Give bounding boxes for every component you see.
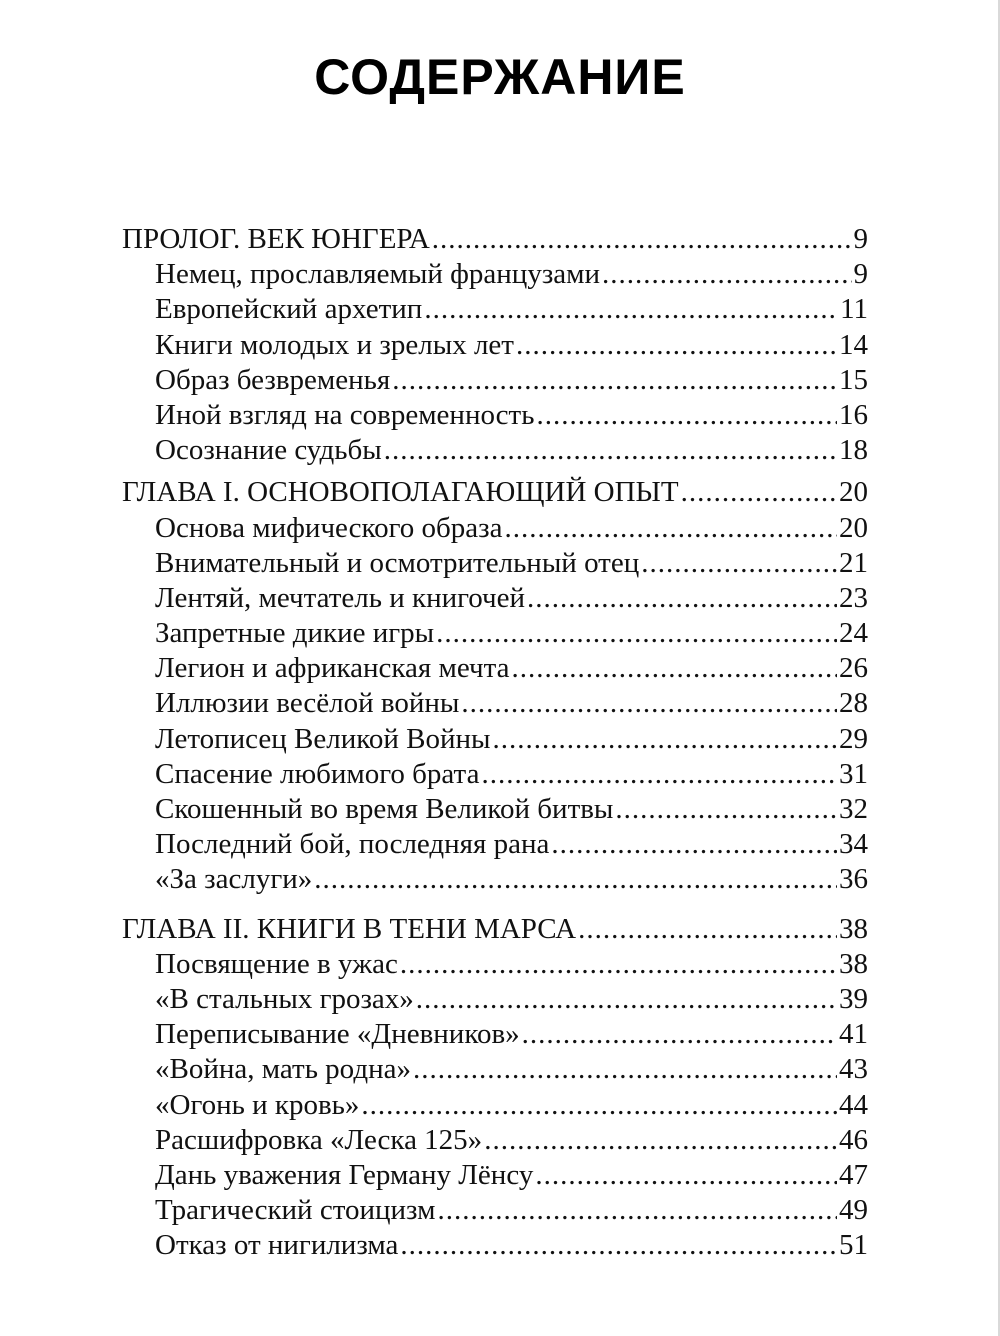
toc-entry-title: Иллюзии весёлой войны [155, 687, 460, 720]
toc-entry [122, 1193, 868, 1228]
toc-page-number: 38 [839, 912, 868, 945]
toc-page-number: 44 [839, 1088, 868, 1121]
toc-entry-title: Трагический стоицизм [155, 1194, 436, 1227]
toc-entry [122, 686, 868, 721]
toc-entry [122, 328, 868, 363]
toc-leader-dots [392, 363, 837, 398]
toc-entry [122, 947, 868, 982]
toc-page-number: 31 [839, 757, 868, 790]
toc-page-number: 49 [839, 1194, 868, 1227]
toc-page-number: 15 [839, 363, 868, 396]
toc-entry [122, 792, 868, 827]
toc-entry [122, 757, 868, 792]
toc-entry [122, 1228, 868, 1263]
page-title: СОДЕРЖАНИЕ [314, 49, 686, 105]
toc-entry-title: Переписывание «Дневников» [155, 1018, 520, 1051]
toc-page-number: 24 [839, 617, 868, 650]
toc-page-number: 36 [839, 863, 868, 896]
toc-entry-title: Книги молодых и зрелых лет [155, 328, 514, 361]
toc-entry [122, 1017, 868, 1052]
toc-entry-title: Скошенный во время Великой битвы [155, 793, 614, 825]
toc-entry-title: Летописец Великой Войны [155, 722, 491, 755]
toc-entry-title: Основа мифического образа [155, 511, 503, 544]
toc-leader-dots [641, 546, 837, 581]
toc-page-number: 20 [839, 476, 868, 509]
toc-entry-title: Посвящение в ужас [155, 947, 398, 980]
toc-page-number: 32 [839, 793, 868, 825]
toc-page-number: 9 [853, 258, 868, 291]
toc-entry [122, 257, 868, 292]
toc-entry [122, 1123, 868, 1158]
toc-entry-title: Немец, прославляемый французами [155, 258, 601, 291]
toc-leader-dots [578, 912, 837, 947]
toc-entry-title: «Огонь и кровь» [155, 1088, 360, 1121]
toc-page-number: 16 [839, 398, 868, 431]
toc-leader-dots [432, 222, 852, 257]
toc-entry [122, 1052, 868, 1087]
section-spacer [122, 898, 868, 912]
toc-entry-title: Образ безвременья [155, 363, 391, 396]
toc-leader-dots [413, 1052, 837, 1087]
toc-page-number: 34 [839, 828, 868, 861]
toc-page-number: 11 [840, 293, 868, 326]
toc-entry-title: Иной взгляд на современность [155, 398, 535, 431]
toc-leader-dots [535, 1158, 837, 1193]
toc-entry-title: Спасение любимого брата [155, 757, 480, 790]
toc-entry-title: Запретные дикие игры [155, 617, 435, 650]
toc-leader-dots [400, 1228, 837, 1263]
toc-chapter-2 [122, 912, 868, 947]
toc-entry-title: Осознание судьбы [155, 434, 382, 467]
toc-leader-dots [505, 511, 838, 546]
toc-page-number: 21 [839, 546, 868, 579]
toc-page-number: 47 [839, 1158, 868, 1191]
toc-chapter-title: ГЛАВА I. ОСНОВОПОЛАГАЮЩИЙ ОПЫТ [122, 476, 679, 509]
toc-leader-dots [516, 328, 837, 363]
toc-leader-dots [424, 292, 838, 327]
toc-page-number: 9 [853, 223, 868, 255]
toc-page-number: 41 [839, 1018, 868, 1051]
toc-leader-dots [481, 757, 837, 792]
toc-page-number: 38 [839, 947, 868, 980]
toc-entry [122, 546, 868, 581]
toc-leader-dots [551, 827, 837, 862]
toc-chapter-1 [122, 475, 868, 510]
toc-entry-title: «Война, мать родна» [155, 1053, 411, 1086]
toc-entry [122, 1088, 868, 1123]
toc-page-number: 23 [839, 581, 868, 614]
toc-page-number: 29 [839, 722, 868, 755]
toc-leader-dots [484, 1123, 837, 1158]
toc-leader-dots [536, 398, 837, 433]
toc-entry [122, 862, 868, 897]
toc-leader-dots [400, 947, 837, 982]
toc-chapter-title: ПРОЛОГ. ВЕК ЮНГЕРА [122, 223, 430, 255]
toc-entry-title: Европейский архетип [155, 293, 423, 326]
toc-leader-dots [527, 581, 837, 616]
toc-page-number: 46 [839, 1123, 868, 1156]
toc-leader-dots [602, 257, 851, 292]
toc-leader-dots [437, 1193, 837, 1228]
toc-entry [122, 581, 868, 616]
toc-entry [122, 722, 868, 757]
toc-page-number: 39 [839, 982, 868, 1015]
toc-entry-title: Легион и африканская мечта [155, 652, 510, 685]
toc-entry [122, 651, 868, 686]
toc-entry-title: Дань уважения Герману Лёнсу [155, 1158, 534, 1191]
toc-leader-dots [681, 475, 837, 510]
toc-page-number: 20 [839, 511, 868, 544]
toc-entry [122, 616, 868, 651]
section-spacer [122, 468, 868, 475]
toc-page-number: 28 [839, 687, 868, 720]
toc-entry [122, 827, 868, 862]
toc-leader-dots [461, 686, 837, 721]
table-of-contents [122, 222, 868, 1263]
toc-leader-dots [436, 616, 837, 651]
toc-entry-title: «За заслуги» [155, 863, 313, 896]
toc-leader-dots [522, 1017, 837, 1052]
toc-entry [122, 363, 868, 398]
toc-entry-title: Последний бой, последняя рана [155, 828, 550, 861]
toc-page-number: 51 [839, 1229, 868, 1262]
toc-entry [122, 1158, 868, 1193]
toc-leader-dots [416, 982, 837, 1017]
toc-entry-title: «В стальных грозах» [155, 982, 414, 1015]
toc-page-number: 18 [839, 434, 868, 467]
toc-page-number: 14 [839, 328, 868, 361]
toc-entry [122, 982, 868, 1017]
toc-leader-dots [512, 651, 838, 686]
toc-entry-title: Внимательный и осмотрительный отец [155, 546, 640, 579]
toc-entry [122, 398, 868, 433]
toc-chapter-prologue [122, 222, 868, 257]
toc-page-number: 43 [839, 1053, 868, 1086]
toc-entry-title: Отказ от нигилизма [155, 1229, 399, 1262]
toc-leader-dots [361, 1088, 837, 1123]
toc-leader-dots [615, 792, 837, 827]
toc-entry [122, 433, 868, 468]
toc-entry [122, 511, 868, 546]
toc-leader-dots [314, 862, 837, 897]
toc-entry [122, 292, 868, 327]
toc-leader-dots [493, 722, 838, 757]
toc-leader-dots [384, 433, 837, 468]
toc-entry-title: Расшифровка «Леска 125» [155, 1123, 483, 1156]
toc-entry-title: Лентяй, мечтатель и книгочей [155, 581, 526, 614]
toc-chapter-title: ГЛАВА II. КНИГИ В ТЕНИ МАРСА [122, 912, 577, 945]
toc-page-number: 26 [839, 652, 868, 685]
